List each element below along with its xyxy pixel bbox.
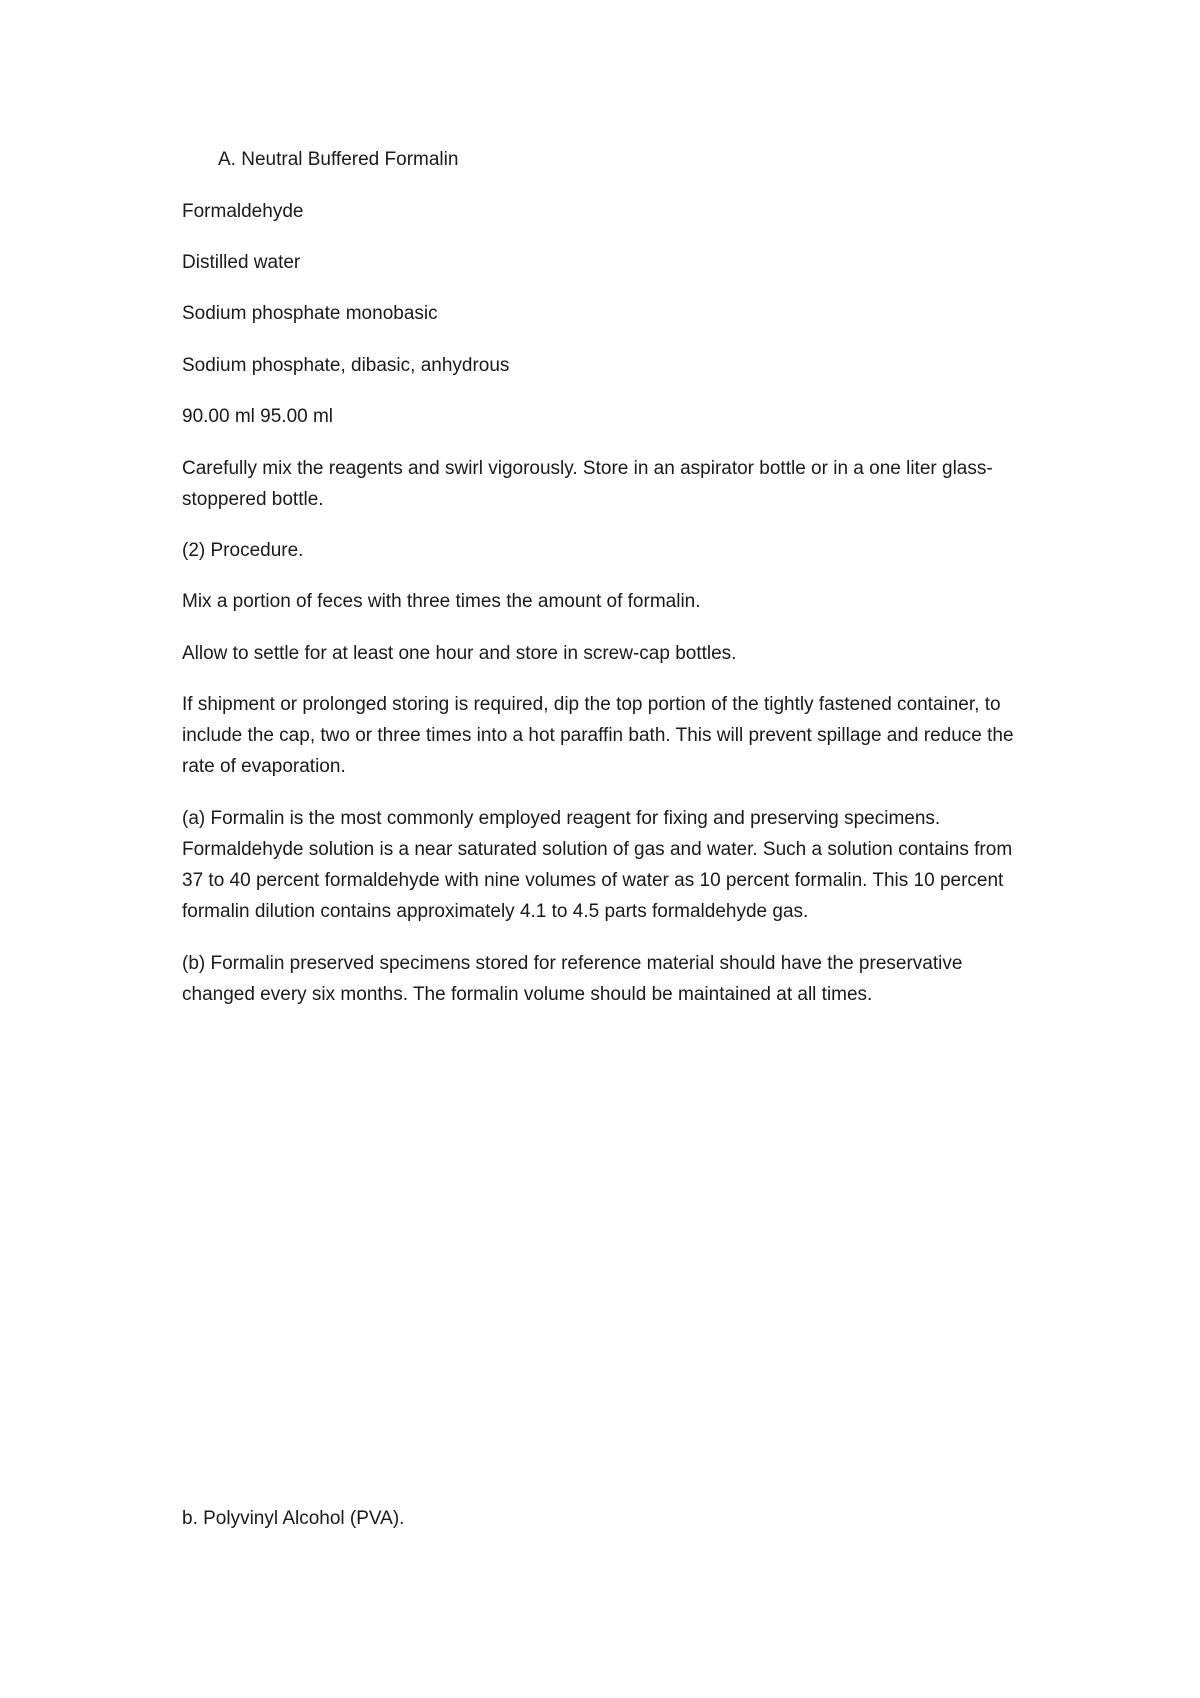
- ingredient-sodium-phosphate-dibasic: Sodium phosphate, dibasic, anhydrous: [182, 355, 510, 376]
- ingredient-distilled-water: Distilled water: [182, 252, 301, 273]
- section-b-heading: b. Polyvinyl Alcohol (PVA).: [182, 1508, 405, 1529]
- ingredient-formaldehyde: Formaldehyde: [182, 201, 304, 222]
- ingredient-sodium-phosphate-monobasic: Sodium phosphate monobasic: [182, 303, 438, 324]
- procedure-step-2: Allow to settle for at least one hour and store in screw-cap bottles.: [182, 643, 737, 664]
- note-b-paragraph: (b) Formalin preserved specimens stored for reference material should have the preservative changed every six months. The formalin volume should be maintained at all times.: [182, 953, 963, 1005]
- quantities-line: 90.00 ml 95.00 ml: [182, 406, 334, 427]
- procedure-heading: (2) Procedure.: [182, 540, 304, 561]
- section-a-heading: A. Neutral Buffered Formalin: [218, 149, 459, 170]
- mixing-instructions: Carefully mix the reagents and swirl vigorously. Store in an aspirator bottle or in a one liter glass-stoppered bottle.: [182, 458, 993, 510]
- procedure-step-3: If shipment or prolonged storing is required, dip the top portion of the tightly fastened container, to include the cap, two or three times into a hot paraffin bath. This will prevent spillage and reduce the rate of evaporation.: [182, 694, 1014, 777]
- procedure-step-1: Mix a portion of feces with three times the amount of formalin.: [182, 591, 701, 612]
- note-a-paragraph: (a) Formalin is the most commonly employed reagent for fixing and preserving specimens. Formaldehyde solution is a near saturated solution of gas and water. Such a solution contains from 37 to 40 percent formaldehyde with nine volumes of water as 10 percent formalin. This 10 percent formalin dilution contains approximately 4.1 to 4.5 parts formaldehyde gas.: [182, 808, 1013, 922]
